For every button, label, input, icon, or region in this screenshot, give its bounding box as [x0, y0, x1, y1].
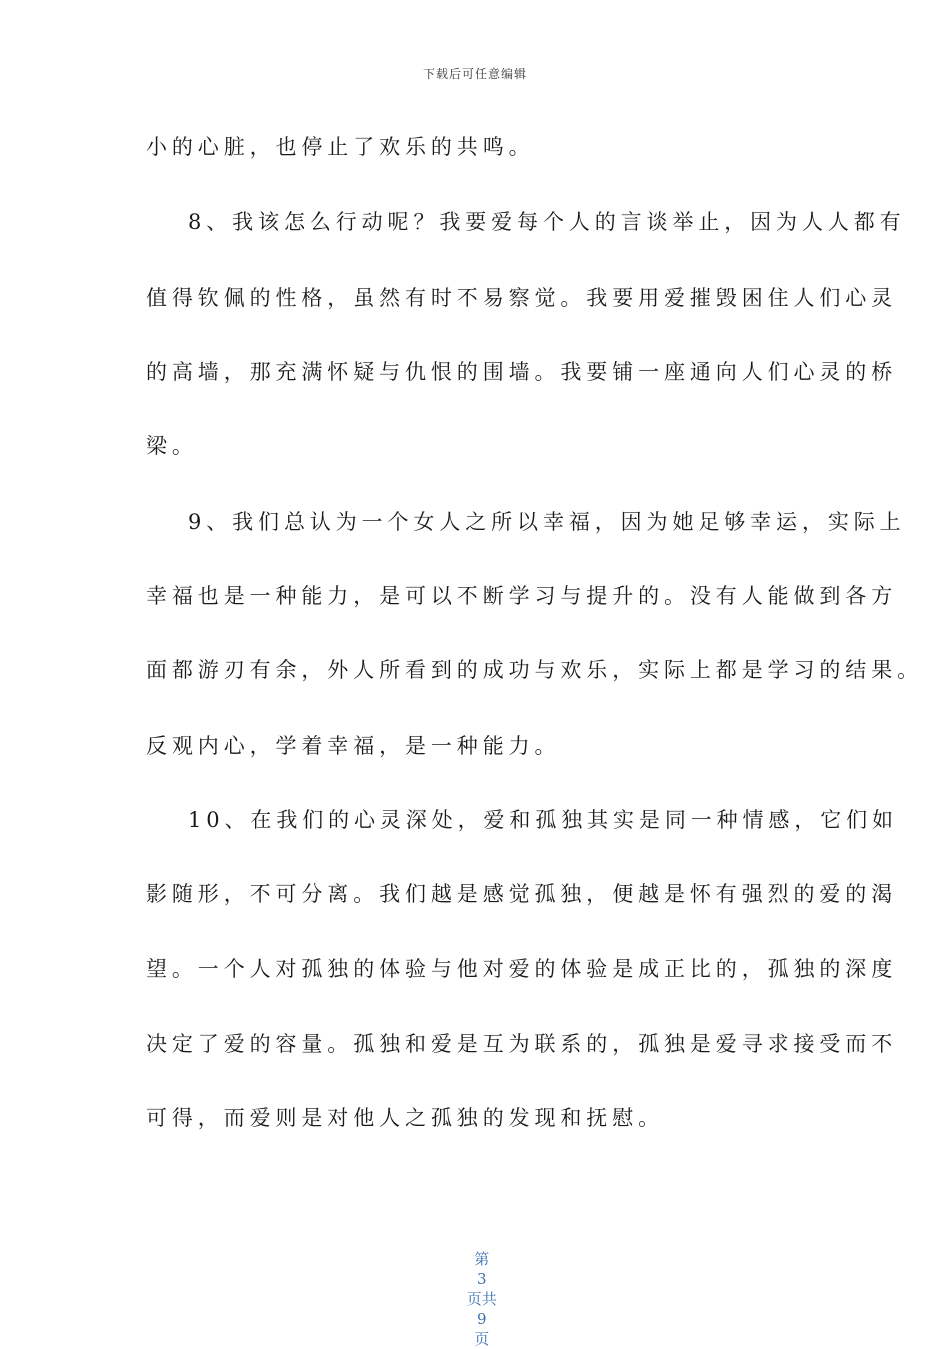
body-line: 梁。 [146, 434, 198, 458]
footer-of-word: 页共 [466, 1290, 497, 1308]
body-line: 10、在我们的心灵深处，爱和孤独其实是同一种情感，它们如 [188, 808, 898, 832]
footer-page-suffix: 页 [474, 1330, 490, 1348]
body-line: 小的心脏，也停止了欢乐的共鸣。 [146, 135, 535, 159]
footer-page-word: 第 [474, 1250, 490, 1268]
body-line: 的高墙，那充满怀疑与仇恨的围墙。我要铺一座通向人们心灵的桥 [146, 360, 898, 384]
page-footer [0, 1229, 950, 1349]
body-line: 值得钦佩的性格，虽然有时不易察觉。我要用爱摧毁困住人们心灵 [146, 286, 898, 310]
body-line: 8、我该怎么行动呢？我要爱每个人的言谈举止，因为人人都有 [188, 210, 906, 234]
footer-total-pages: 9 [477, 1310, 487, 1328]
body-line: 决定了爱的容量。孤独和爱是互为联系的，孤独是爱寻求接受而不 [146, 1032, 898, 1056]
page-header-note: 下载后可任意编辑 [422, 67, 527, 81]
body-line: 望。一个人对孤独的体验与他对爱的体验是成正比的，孤独的深度 [146, 957, 898, 981]
body-line: 可得，而爱则是对他人之孤独的发现和抚慰。 [146, 1106, 664, 1130]
body-line: 9、我们总认为一个女人之所以幸福，因为她足够幸运，实际上 [188, 510, 906, 534]
body-line: 反观内心，学着幸福，是一种能力。 [146, 734, 561, 758]
body-line: 影随形，不可分离。我们越是感觉孤独，便越是怀有强烈的爱的渴 [146, 882, 898, 906]
body-line: 幸福也是一种能力，是可以不断学习与提升的。没有人能做到各方 [146, 584, 898, 608]
footer-current-page: 3 [477, 1270, 487, 1288]
body-line: 面都游刃有余，外人所看到的成功与欢乐，实际上都是学习的结果。 [146, 658, 923, 682]
